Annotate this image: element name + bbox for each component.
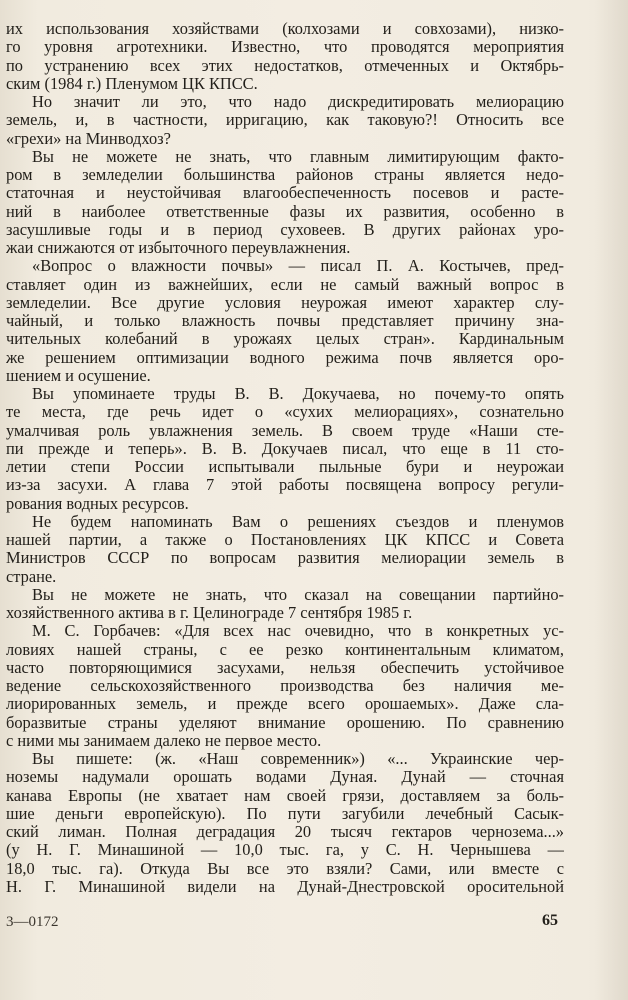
text-line: Н. Г. Минашиной видели на Дунай-Днестровской оросительной: [6, 877, 564, 896]
text-line: по устранению всех этих недостатков, отмеченных и Октябрь-: [6, 56, 564, 75]
text-line: чайный, и только влажность почвы представляет причину зна-: [6, 312, 564, 330]
text-line: М. С. Горбачев: «Для всех нас очевидно, что в конкретных ус-: [32, 622, 564, 641]
text-line: стране.: [6, 567, 57, 586]
text-line: нашей партии, а также о Постановлениях ЦК КПСС и Совета: [6, 531, 564, 549]
text-line: Министров СССР по вопросам развития мелиорации земель в: [6, 549, 564, 568]
text-line: (у Н. Г. Минашиной — 10,0 тыс. га, у С. Н. Чернышева —: [6, 841, 564, 860]
body-text: [6, 20, 564, 896]
text-line: из-за засухи. А глава 7 этой работы посвящена вопросу регули-: [6, 476, 564, 495]
paragraph-1: [6, 20, 564, 93]
text-line: же решением оптимизации водного режима почв является оро-: [6, 348, 564, 367]
text-line: Вы пишете: (ж. «Наш современник») «... Украинские чер-: [32, 750, 564, 768]
text-line: летии степи России испытывали пыльные бури и неурожаи: [6, 458, 564, 476]
text-line: ром в земледелии большинства районов страны является недо-: [6, 166, 564, 184]
text-line: земледелии. Все другие условия неурожая имеют характер слу-: [6, 293, 564, 312]
paragraph-7: [6, 586, 564, 623]
text-line: те места, где речь идет о «сухих мелиорациях», сознательно: [6, 403, 564, 422]
text-line: хозяйственного актива в г. Целинограде 7 сентября 1985 г.: [6, 604, 413, 622]
page-number: 65: [542, 912, 558, 929]
text-line: канава Европы (не хватает нам своей грязи, доставляем за боль-: [6, 786, 564, 805]
text-line: лиорированных земель, и прежде всего орошаемых». Даже сла-: [6, 695, 564, 714]
text-line: ний в наиболее ответственные фазы их развития, особенно в: [6, 202, 564, 221]
paragraph-9: [6, 750, 564, 896]
paragraph-2: [6, 93, 564, 148]
paragraph-6: [6, 513, 564, 586]
paragraph-4: [6, 257, 564, 385]
text-line: го уровня агротехники. Известно, что проводятся мероприятия: [6, 38, 564, 57]
text-line: умалчивая роль увлажнения земель. В своем труде «Наши сте-: [6, 421, 564, 440]
text-line: 18,0 тыс. га). Откуда Вы все это взяли? Сами, или вместе с: [6, 859, 564, 878]
text-line: ловиях нашей страны, с ее резко континентальным климатом,: [6, 640, 564, 659]
text-line: часто повторяющимися засухами, нельзя обеспечить устойчивое: [6, 658, 564, 677]
text-line: пи прежде и теперь». В. В. Докучаев писал, что еще в 11 сто-: [6, 439, 564, 458]
paragraph-8: [6, 622, 564, 750]
text-line: Вы упоминаете труды В. В. Докучаева, но почему-то опять: [32, 385, 564, 403]
text-line: ведение сельскохозяйственного производства без наличия ме-: [6, 677, 564, 695]
text-line: земель, и, в частности, ирригацию, как таковую?! Относить все: [6, 111, 564, 130]
text-line: Вы не можете не знать, что сказал на совещании партийно-: [32, 585, 564, 604]
text-line: засушливые годы и в период суховеев. В других районах уро-: [6, 220, 564, 239]
text-line: Вы не можете не знать, что главным лимитирующим факто-: [32, 147, 564, 166]
text-line: Но значит ли это, что надо дискредитировать мелиорацию: [32, 93, 564, 111]
paragraph-3: [6, 148, 564, 258]
text-line: ским (1984 г.) Пленумом ЦК КПСС.: [6, 74, 258, 93]
text-line: Не будем напоминать Вам о решениях съездов и пленумов: [32, 512, 564, 531]
paragraph-5: [6, 385, 564, 513]
text-line: жаи снижаются от избыточного переувлажнения.: [6, 239, 351, 257]
text-line: ноземы надумали орошать водами Дуная. Дунай — сточная: [6, 768, 564, 787]
text-line: статочная и неустойчивая влагообеспеченность посевов и расте-: [6, 184, 564, 203]
text-line: их использования хозяйствами (колхозами и совхозами), низко-: [6, 20, 564, 38]
text-line: ставляет один из важнейших, если не самый важный вопрос в: [6, 275, 564, 294]
text-line: рования водных ресурсов.: [6, 494, 189, 513]
text-line: шением и осушение.: [6, 366, 151, 385]
text-line: с ними мы занимаем далеко не первое место.: [6, 731, 322, 750]
printer-signature: 3—0172: [6, 914, 59, 930]
text-line: шие деньги европейскую). По пути загубили лечебный Сасык-: [6, 804, 564, 823]
text-line: боразвитые страны уделяют внимание орошению. По сравнению: [6, 713, 564, 732]
page-edge-shadow: [588, 0, 628, 1000]
text-line: ский лиман. Полная деградация 20 тысяч гектаров чернозема...»: [6, 823, 564, 841]
text-line: «Вопрос о влажности почвы» — писал П. А. Костычев, пред-: [32, 257, 564, 276]
text-line: чительных колебаний в урожаях целых стран». Кардинальным: [6, 330, 564, 349]
text-line: «грехи» на Минводхоз?: [6, 129, 171, 148]
